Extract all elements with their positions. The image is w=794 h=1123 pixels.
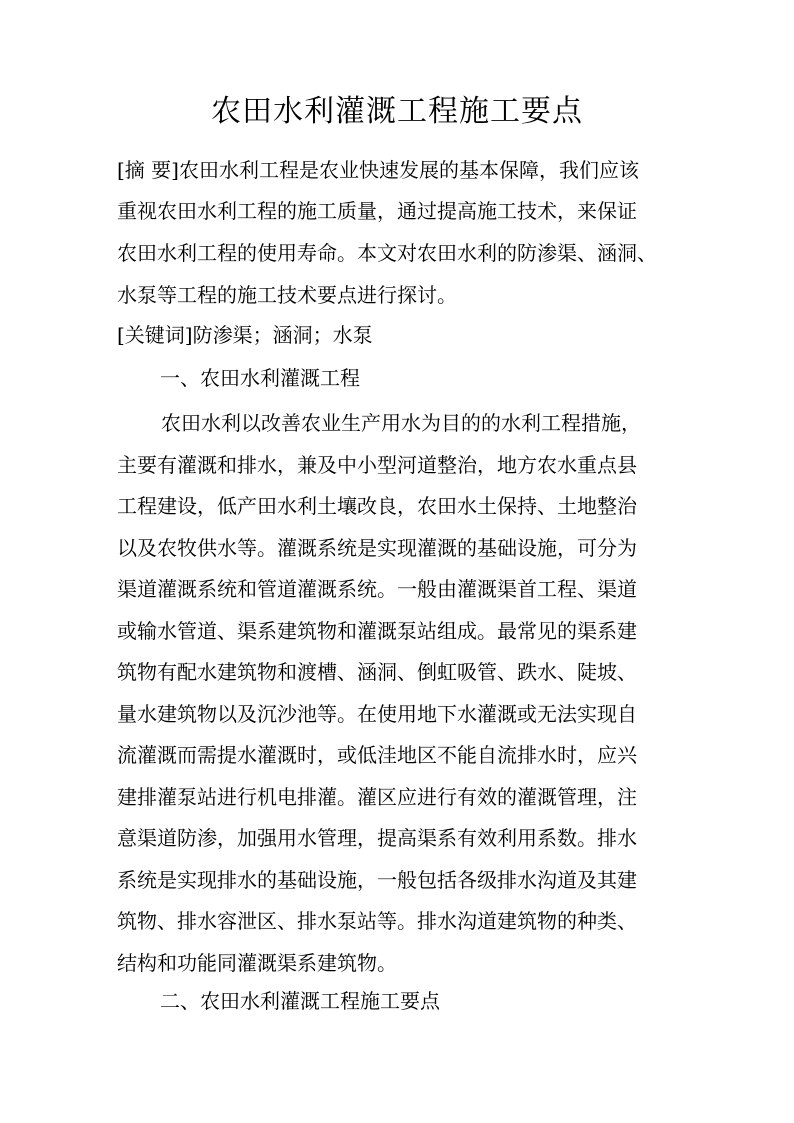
keywords: [关键词]防渗渠；涵洞；水泵 xyxy=(117,323,373,347)
body-line: 系统是实现排水的基础设施，一般包括各级排水沟道及其建 xyxy=(117,867,637,892)
body-line: 筑物有配水建筑物和渡槽、涵洞、倒虹吸管、跌水、陡坡、 xyxy=(117,660,637,684)
abstract-line: 水泵等工程的施工技术要点进行探讨。 xyxy=(117,283,457,307)
abstract-line: 重视农田水利工程的施工质量，通过提高施工技术，来保证 xyxy=(117,199,637,223)
body-line: 结构和功能同灌溉渠系建筑物。 xyxy=(117,950,397,975)
body-line: 建排灌泵站进行机电排灌。灌区应进行有效的灌溉管理，注 xyxy=(117,784,637,809)
body-line: 渠道灌溉系统和管道灌溉系统。一般由灌溉渠首工程、渠道 xyxy=(117,577,637,601)
document-title: 农田水利灌溉工程施工要点 xyxy=(211,94,583,129)
section-heading-2: 二、农田水利灌溉工程施工要点 xyxy=(160,989,440,1013)
body-line: 量水建筑物以及沉沙池等。在使用地下水灌溉或无法实现自 xyxy=(117,701,637,726)
abstract-line: 农田水利工程的使用寿命。本文对农田水利的防渗渠、涵洞、 xyxy=(117,241,657,265)
body-line: 意渠道防渗，加强用水管理，提高渠系有效利用系数。排水 xyxy=(117,826,637,850)
body-line: 主要有灌溉和排水，兼及中小型河道整治，地方农水重点县 xyxy=(117,452,637,477)
section-1-body xyxy=(117,403,682,984)
body-line: 流灌溉而需提水灌溉时，或低洼地区不能自流排水时，应兴 xyxy=(117,743,637,767)
body-line: 筑物、排水容泄区、排水泵站等。排水沟道建筑物的种类、 xyxy=(117,909,637,933)
section-heading-1: 一、农田水利灌溉工程 xyxy=(160,366,360,390)
body-line: 或输水管道、渠系建筑物和灌溉泵站组成。最常见的渠系建 xyxy=(117,618,637,643)
abstract-line: [摘 要]农田水利工程是农业快速发展的基本保障，我们应该 xyxy=(117,158,639,182)
body-line: 工程建设，低产田水利土壤改良，农田水土保持、土地整治 xyxy=(117,494,637,518)
body-line: 以及农牧供水等。灌溉系统是实现灌溉的基础设施，可分为 xyxy=(117,535,637,560)
body-line: 农田水利以改善农业生产用水为目的的水利工程措施， xyxy=(161,411,641,435)
